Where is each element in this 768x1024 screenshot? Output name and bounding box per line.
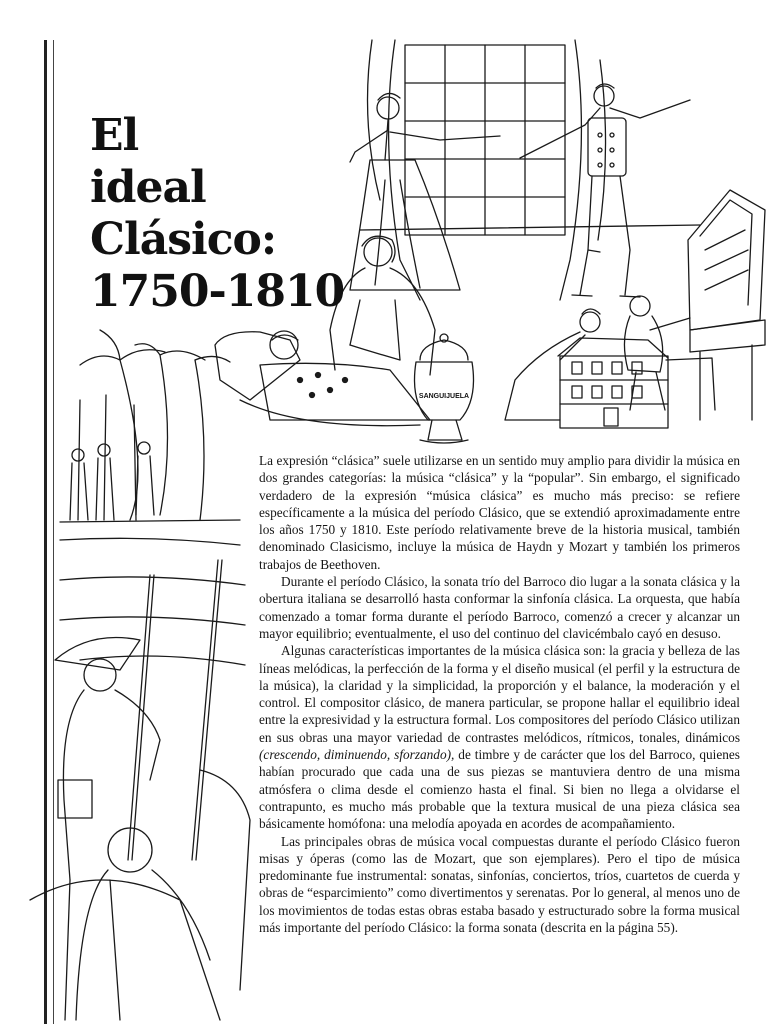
- title-line-1: El: [90, 110, 139, 161]
- paragraph-4: Las principales obras de música vocal compuestas durante el período Clásico fueron misas y óperas (como las de Mozart, que son ejemplares). Pero el tipo de música predominante fue instrumental: sonatas, sinfonías, conciertos, tríos, cuartetos de cuerda y obras de “esparcimiento” como divertimentos y serenatas. Por lo general, al menos uno de los movimientos de todas estas obras estaba basado y estructurado sobre la forma musical más importante del período Clásico: la forma sonata (descrita en la página 55).: [259, 833, 740, 936]
- title-line-2: ideal: [90, 162, 206, 213]
- paragraph-2: Durante el período Clásico, la sonata trío del Barroco dio lugar a la sonata clásica y la obertura italiana se desarrolló hasta conformar la sinfonía clásica. La orquesta, que había comenzado a tomar forma durante el período Barroco, comenzó a crecer y alcanzar un mayor equilibrio; eventualmente, el uso del continuo del clavicémbalo cayó en desuso.: [259, 574, 740, 641]
- title-line-3: Clásico:: [90, 214, 277, 265]
- body-text: [259, 452, 740, 936]
- dynamics-terms: (crescendo, diminuendo, sforzando),: [259, 747, 455, 763]
- paragraph-3: [259, 642, 740, 832]
- title-line-4: 1750-1810: [90, 266, 345, 317]
- leech-jar-label: SANGUIJUELA: [418, 393, 470, 400]
- paragraph-3-part-a: Algunas características importantes de la música clásica son: la gracia y belleza de las líneas melódicas, la perfección de la forma y el diseño musical (el perfil y la estructura de la música), la claridad y la simplicidad, la proporción y el balance, la moderación y el control. El compositor clásico, de manera particular, se propone hallar el equilibrio ideal entre la expresividad y la estructura formal. Los compositores del período Clásico utilizan en sus obras una mayor variedad de contrastes melódicos, rítmicos, tonales, dinámicos: [259, 643, 740, 745]
- paragraph-3-part-c: de timbre y de carácter que los del Barroco, quienes habían procurado que cada una de sus piezas se mantuviera dentro de una misma atmósfera o clima desde el comienzo hasta el final. Si bien no llega a olvidarse el contrapunto, es mucho más probable que la textura musical de una pieza clásica sea básicamente homófona: una melodía apoyada en acordes de acompañamiento.: [259, 747, 740, 832]
- paragraph-1: La expresión “clásica” suele utilizarse en un sentido muy amplio para dividir la música en dos grandes categorías: la música “clásica” y la “popular”. Sin embargo, el significado verdadero de la expresión “música clásica” es mucho más preciso: se refiere específicamente a la música del período Clásico, que se extendió aproximadamente entre los años 1750 y 1810. Este período relativamente breve de la historia musical, también denominado Clasicismo, incluye la música de Haydn y Mozart y también los primeros trabajos de Beethoven.: [259, 453, 740, 572]
